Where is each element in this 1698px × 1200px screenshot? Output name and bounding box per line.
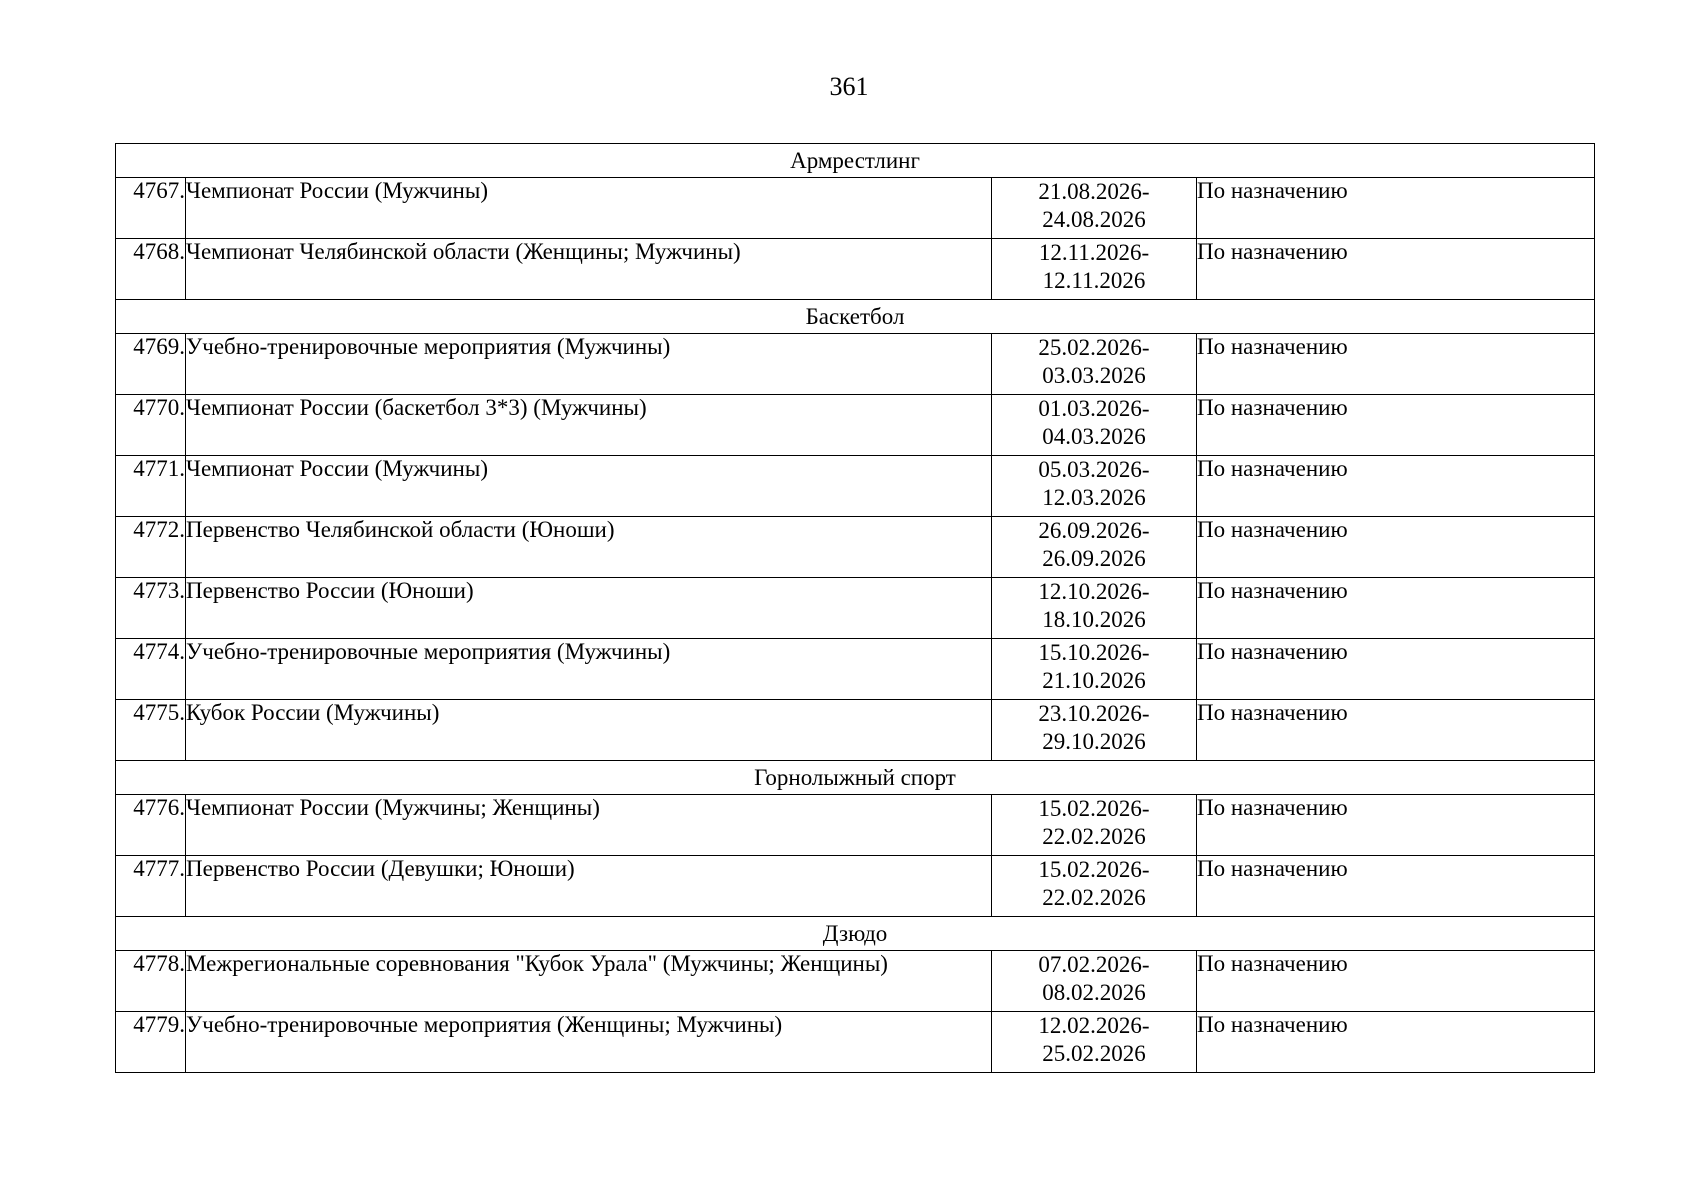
event-number: 4769. <box>116 334 186 395</box>
section-title: Горнолыжный спорт <box>116 761 1595 795</box>
event-name: Межрегиональные соревнования "Кубок Урала" (Мужчины; Женщины) <box>186 951 992 1012</box>
event-name: Первенство России (Юноши) <box>186 578 992 639</box>
event-number: 4772. <box>116 517 186 578</box>
event-dates <box>992 1012 1197 1073</box>
event-dates <box>992 856 1197 917</box>
table-row <box>116 517 1595 578</box>
event-name: Первенство России (Девушки; Юноши) <box>186 856 992 917</box>
event-organizer: По назначению <box>1197 517 1595 578</box>
event-name: Чемпионат России (Мужчины; Женщины) <box>186 795 992 856</box>
table-row <box>116 239 1595 300</box>
events-table-body <box>116 144 1595 1073</box>
event-end-date: 26.09.2026 <box>1042 546 1146 571</box>
event-organizer: По назначению <box>1197 951 1595 1012</box>
event-organizer: По назначению <box>1197 856 1595 917</box>
section-header-row <box>116 761 1595 795</box>
event-start-date: 05.03.2026- <box>1038 457 1150 482</box>
event-dates <box>992 239 1197 300</box>
event-dates <box>992 456 1197 517</box>
table-row <box>116 334 1595 395</box>
event-organizer: По назначению <box>1197 1012 1595 1073</box>
event-name: Чемпионат России (Мужчины) <box>186 178 992 239</box>
table-row <box>116 1012 1595 1073</box>
event-name: Учебно-тренировочные мероприятия (Мужчины) <box>186 639 992 700</box>
event-start-date: 21.08.2026- <box>1038 179 1150 204</box>
section-title: Армрестлинг <box>116 144 1595 178</box>
event-dates <box>992 700 1197 761</box>
event-number: 4771. <box>116 456 186 517</box>
event-dates <box>992 578 1197 639</box>
event-organizer: По назначению <box>1197 395 1595 456</box>
event-end-date: 22.02.2026 <box>1042 824 1146 849</box>
event-start-date: 12.10.2026- <box>1038 579 1150 604</box>
table-row <box>116 395 1595 456</box>
event-end-date: 12.11.2026 <box>1042 268 1146 293</box>
event-start-date: 26.09.2026- <box>1038 518 1150 543</box>
event-number: 4770. <box>116 395 186 456</box>
event-organizer: По назначению <box>1197 456 1595 517</box>
event-organizer: По назначению <box>1197 239 1595 300</box>
event-start-date: 15.02.2026- <box>1038 796 1150 821</box>
event-organizer: По назначению <box>1197 795 1595 856</box>
event-start-date: 25.02.2026- <box>1038 335 1150 360</box>
event-number: 4777. <box>116 856 186 917</box>
table-row <box>116 856 1595 917</box>
event-number: 4774. <box>116 639 186 700</box>
event-start-date: 12.11.2026- <box>1038 240 1150 265</box>
section-header-row <box>116 917 1595 951</box>
table-row <box>116 178 1595 239</box>
event-organizer: По назначению <box>1197 178 1595 239</box>
event-name: Чемпионат России (баскетбол 3*3) (Мужчины) <box>186 395 992 456</box>
event-name: Кубок России (Мужчины) <box>186 700 992 761</box>
section-header-row <box>116 144 1595 178</box>
event-end-date: 03.03.2026 <box>1042 363 1146 388</box>
event-start-date: 07.02.2026- <box>1038 952 1150 977</box>
event-number: 4775. <box>116 700 186 761</box>
event-end-date: 21.10.2026 <box>1042 668 1146 693</box>
table-row <box>116 578 1595 639</box>
table-row <box>116 795 1595 856</box>
event-name: Первенство Челябинской области (Юноши) <box>186 517 992 578</box>
event-dates <box>992 639 1197 700</box>
event-number: 4779. <box>116 1012 186 1073</box>
event-start-date: 15.02.2026- <box>1038 857 1150 882</box>
event-organizer: По назначению <box>1197 700 1595 761</box>
event-number: 4768. <box>116 239 186 300</box>
event-start-date: 15.10.2026- <box>1038 640 1150 665</box>
event-dates <box>992 951 1197 1012</box>
event-end-date: 18.10.2026 <box>1042 607 1146 632</box>
event-end-date: 24.08.2026 <box>1042 207 1146 232</box>
section-title: Баскетбол <box>116 300 1595 334</box>
event-name: Учебно-тренировочные мероприятия (Женщины; Мужчины) <box>186 1012 992 1073</box>
event-dates <box>992 334 1197 395</box>
event-end-date: 12.03.2026 <box>1042 485 1146 510</box>
event-dates <box>992 395 1197 456</box>
section-title: Дзюдо <box>116 917 1595 951</box>
event-end-date: 22.02.2026 <box>1042 885 1146 910</box>
event-number: 4776. <box>116 795 186 856</box>
event-start-date: 01.03.2026- <box>1038 396 1150 421</box>
event-dates <box>992 517 1197 578</box>
table-row <box>116 700 1595 761</box>
section-header-row <box>116 300 1595 334</box>
event-dates <box>992 795 1197 856</box>
event-dates <box>992 178 1197 239</box>
event-name: Учебно-тренировочные мероприятия (Мужчины) <box>186 334 992 395</box>
table-row <box>116 456 1595 517</box>
event-organizer: По назначению <box>1197 334 1595 395</box>
table-row <box>116 951 1595 1012</box>
event-organizer: По назначению <box>1197 578 1595 639</box>
page-number: 361 <box>829 72 869 101</box>
event-name: Чемпионат России (Мужчины) <box>186 456 992 517</box>
event-number: 4773. <box>116 578 186 639</box>
event-name: Чемпионат Челябинской области (Женщины; Мужчины) <box>186 239 992 300</box>
event-end-date: 29.10.2026 <box>1042 729 1146 754</box>
event-end-date: 25.02.2026 <box>1042 1041 1146 1066</box>
event-end-date: 04.03.2026 <box>1042 424 1146 449</box>
table-row <box>116 639 1595 700</box>
event-number: 4778. <box>116 951 186 1012</box>
event-end-date: 08.02.2026 <box>1042 980 1146 1005</box>
event-start-date: 23.10.2026- <box>1038 701 1150 726</box>
event-number: 4767. <box>116 178 186 239</box>
events-table <box>115 143 1595 1073</box>
event-organizer: По назначению <box>1197 639 1595 700</box>
event-start-date: 12.02.2026- <box>1038 1013 1150 1038</box>
